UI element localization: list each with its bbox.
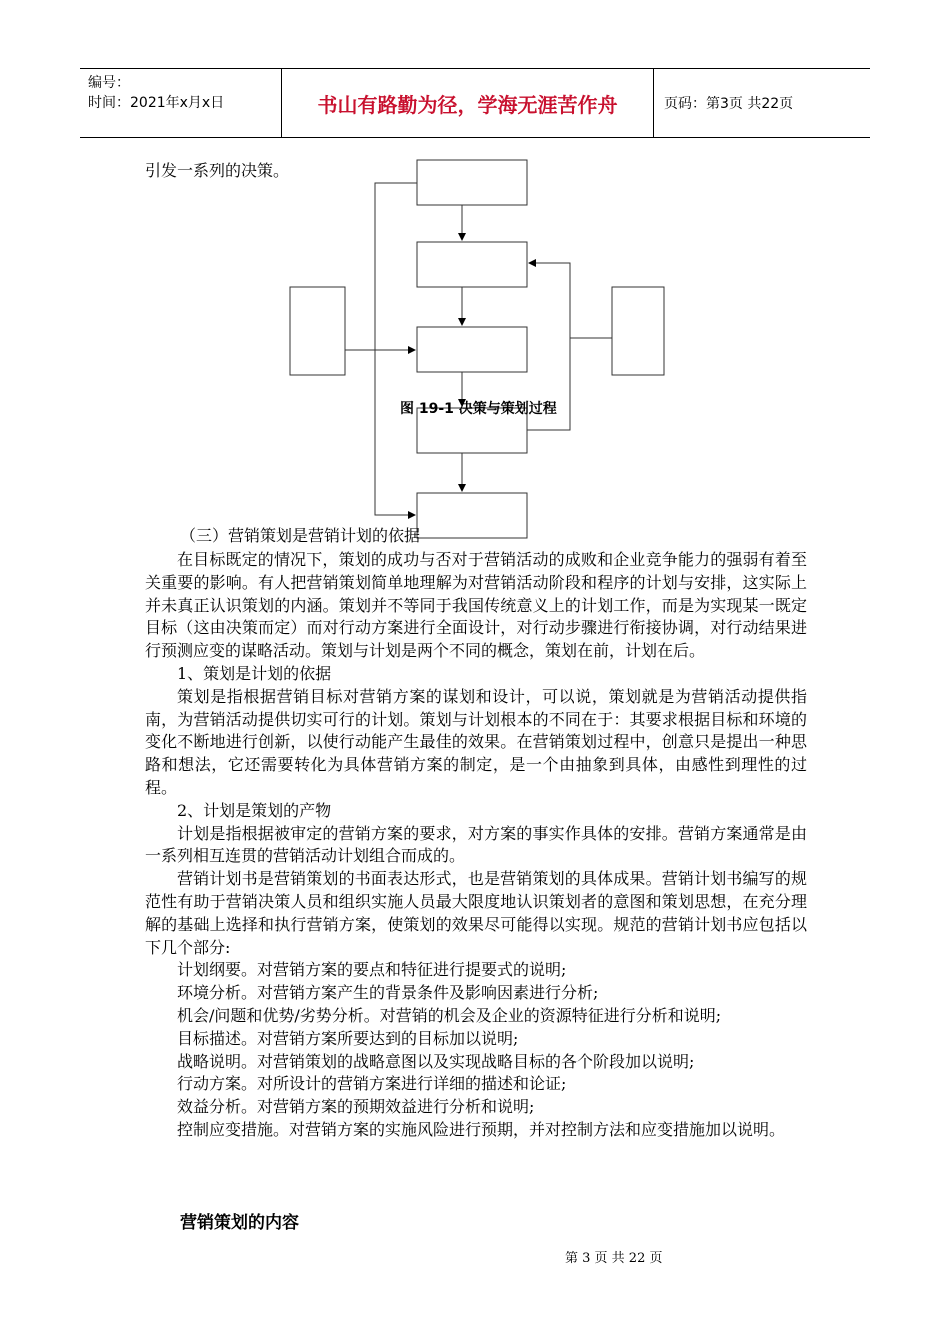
- paragraph-1: 在目标既定的情况下，策划的成功与否对于营销活动的成败和企业竞争能力的强弱有着至关重要的影响。有人把营销策划简单地理解为对营销活动阶段和程序的计划与安排，这实际上并未真正认识策划的内涵。策划并不等同于我国传统意义上的计划工作，而是为实现某一既定目标（这由决策而定）而对行动方案进行全面设计，对行动步骤进行衔接协调，对行动结果进行预测应变的谋略活动。策划与计划是两个不同的概念，策划在前，计划在后。: [145, 550, 807, 661]
- list-item: 效益分析。对营销方案的预期效益进行分析和说明;: [177, 1097, 535, 1117]
- flow-box-5: [417, 493, 527, 538]
- list-item: 战略说明。对营销策划的战略意图以及实现战略目标的各个阶段加以说明;: [177, 1051, 695, 1071]
- list-item: 行动方案。对所设计的营销方案进行详细的描述和论证;: [177, 1074, 567, 1094]
- section-heading: 营销策划的内容: [180, 1213, 299, 1233]
- subheading-1: 1、策划是计划的依据: [177, 663, 332, 683]
- paragraph-3: 计划是指根据被审定的营销方案的要求，对方案的事实作具体的安排。营销方案通常是由一系列相互连贯的营销活动计划组合而成的。: [145, 823, 807, 866]
- list-item: 环境分析。对营销方案产生的背景条件及影响因素进行分析;: [177, 983, 599, 1003]
- paragraph-2: 策划是指根据营销目标对营销方案的谋划和设计，可以说，策划就是为营销活动提供指南，为营销活动提供切实可行的计划。策划与计划根本的不同在于：其要求根据目标和环境的变化不断地进行创新，以使行动能产生最佳的效果。在营销策划过程中，创意只是提出一种思路和想法，它还需要转化为具体营销方案的制定，是一个由抽象到具体，由感性到理性的过程。: [145, 686, 807, 797]
- flow-box-2: [417, 242, 527, 287]
- section-title: （三）营销策划是营销计划的依据: [180, 526, 421, 545]
- list-item: 计划纲要。对营销方案的要点和特征进行提要式的说明;: [177, 960, 567, 980]
- list-item: 机会/问题和优势/劣势分析。对营销的机会及企业的资源特征进行分析和说明;: [177, 1005, 722, 1025]
- intro-line: 引发一系列的决策。: [145, 161, 290, 180]
- flow-box-3: [417, 327, 527, 372]
- flow-box-left: [290, 287, 345, 375]
- subheading-2: 2、计划是策划的产物: [177, 800, 332, 820]
- flow-box-1: [417, 160, 527, 205]
- time-label: 时间：2021年x月x日: [88, 95, 225, 111]
- flow-box-right: [612, 287, 664, 375]
- header-motto: 书山有路勤为径，学海无涯苦作舟: [282, 69, 654, 137]
- body-text: [145, 549, 807, 1142]
- paragraph-4: 营销计划书是营销策划的书面表达形式，也是营销策划的具体成果。营销计划书编写的规范性有助于营销决策人员和组织实施人员最大限度地认识策划者的意图和策划思想，在充分理解的基础上选择和执行营销方案，使策划的效果尽可能得以实现。规范的营销计划书应包括以下几个部分:: [145, 869, 807, 957]
- list-item: 控制应变措施。对营销方案的实施风险进行预期，并对控制方法和应变措施加以说明。: [177, 1119, 786, 1139]
- list-item: 目标描述。对营销方案所要达到的目标加以说明;: [177, 1028, 519, 1048]
- figure-caption: 图 19-1 决策与策划过程: [400, 401, 557, 417]
- flow-diagram: [0, 0, 950, 560]
- left-loop: [375, 183, 417, 515]
- header-page-info: 页码：第3页 共22页: [664, 96, 794, 112]
- page-footer: 第 3 页 共 22 页: [565, 1251, 663, 1266]
- number-label: 编号：: [88, 75, 130, 91]
